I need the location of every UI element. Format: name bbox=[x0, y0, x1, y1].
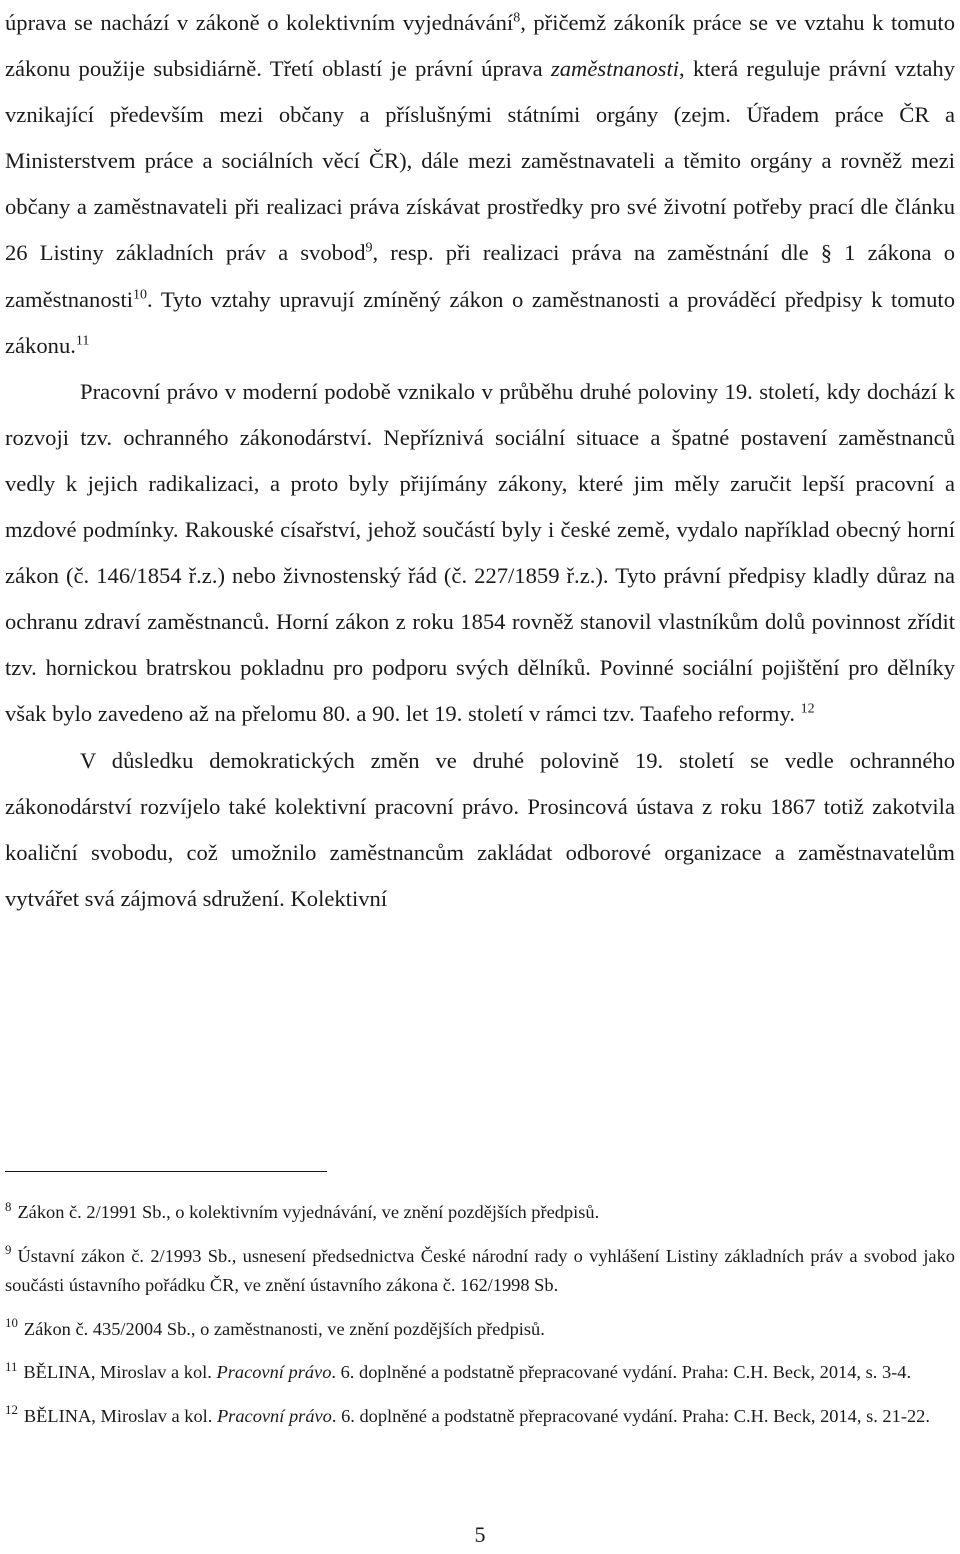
paragraph-text: V důsledku demokratických změn ve druhé polovině 19. století se vedle ochranného zákonodárství rozvíjelo také kolektivní pracovní právo. Prosincová ústava z roku 1867 totiž zakotvila koaliční svobodu, což umožnilo zaměstnancům zakládat odborové organizace a zaměstnavatelům vytvářet svá zájmová sdružení. Kolektivní bbox=[5, 747, 955, 911]
footnote-text: BĚLINA, Miroslav a kol. bbox=[23, 1405, 217, 1426]
paragraph-1 bbox=[5, 0, 955, 369]
footnote-number: 9 bbox=[5, 1243, 12, 1258]
footnote-12 bbox=[5, 1402, 955, 1432]
footnote-11 bbox=[5, 1358, 955, 1388]
page-number: 5 bbox=[474, 1522, 486, 1547]
paragraph-text: Pracovní právo v moderní podobě vznikalo v průběhu druhé poloviny 19. století, kdy dochází k rozvoji tzv. ochranného zákonodárství. Nepříznivá sociální situace a špatné postavení zaměstnanců vedly k jejich radikalizaci, a proto byly přijímány zákony, které jim měly zaručit lepší pracovní a mzdové podmínky. Rakouské císařství, jehož součástí byly i české země, vydalo například obecný horní zákon (č. 146/1854 ř.z.) nebo živnostenský řád (č. 227/1859 ř.z.). Tyto právní předpisy kladly důraz na ochranu zdraví zaměstnanců. Horní zákon z roku 1854 rovněž stanovil vlastníkům dolů povinnost zřídit tzv. hornickou bratrskou pokladnu pro podporu svých dělníků. Povinné sociální pojištění pro dělníky však bylo zavedeno až na přelomu 80. a 90. let 19. století v rámci tzv. Taafeho reformy. bbox=[5, 378, 955, 727]
footnote-ref-8: 8 bbox=[513, 10, 521, 26]
footnote-ref-10: 10 bbox=[133, 287, 147, 303]
paragraph-text: . Tyto vztahy upravují zmíněný zákon o zaměstnanosti a prováděcí předpisy k tomuto zákonu. bbox=[5, 286, 955, 358]
footnote-ref-12: 12 bbox=[800, 701, 815, 717]
footnote-text: . 6. doplněné a podstatně přepracované vydání. Praha: C.H. Beck, 2014, s. 3-4. bbox=[331, 1362, 912, 1382]
footnote-ref-9: 9 bbox=[365, 240, 373, 256]
footnote-title: Pracovní právo bbox=[216, 1405, 332, 1426]
footnote-number: 8 bbox=[5, 1199, 12, 1214]
emphasis-zamestnanosti: zaměstnanosti bbox=[550, 56, 680, 82]
footnote-ref-11: 11 bbox=[75, 333, 90, 349]
paragraph-text: , resp. při realizaci práva na zaměstnání dle § 1 zákona o zaměstnanosti bbox=[5, 240, 955, 312]
paragraph-text: , přičemž zákoník práce se ve vztahu k tomuto zákonu použije subsidiárně. Třetí oblastí je právní úprava bbox=[5, 10, 955, 82]
footnote-10 bbox=[5, 1315, 955, 1345]
footnotes bbox=[5, 1198, 955, 1445]
footnote-title: Pracovní právo bbox=[216, 1362, 332, 1382]
footnote-text: BĚLINA, Miroslav a kol. bbox=[23, 1362, 217, 1382]
body-text bbox=[5, 0, 955, 922]
paragraph-2 bbox=[5, 369, 955, 738]
paragraph-text: , která reguluje právní vztahy vznikající především mezi občany a příslušnými státními orgány (zejm. Úřadem práce ČR a Ministerstvem práce a sociálních věcí ČR), dále mezi zaměstnavateli a těmito orgány a rovněž mezi občany a zaměstnavateli při realizaci práva získávat prostředky pro své životní potřeby prací dle článku 26 Listiny základních práv a svobod bbox=[5, 56, 955, 266]
paragraph-3 bbox=[5, 738, 955, 922]
footnote-number: 10 bbox=[5, 1316, 18, 1331]
footnote-separator bbox=[5, 1171, 327, 1172]
footnote-8 bbox=[5, 1198, 955, 1228]
footnote-text: . 6. doplněné a podstatně přepracované vydání. Praha: C.H. Beck, 2014, s. 21-22. bbox=[331, 1405, 930, 1426]
footnote-text: Ústavní zákon č. 2/1993 Sb., usnesení předsednictva České národní rady o vyhlášení Listiny základních práv a svobod jako součásti ústavního pořádku ČR, ve znění ústavního zákona č. 162/1998 Sb. bbox=[5, 1245, 955, 1295]
footnote-number: 11 bbox=[5, 1359, 18, 1374]
footnote-text: Zákon č. 435/2004 Sb., o zaměstnanosti, ve znění pozdějších předpisů. bbox=[23, 1318, 545, 1339]
footnote-number: 12 bbox=[5, 1403, 18, 1418]
paragraph-text: úprava se nachází v zákoně o kolektivním vyjednávání bbox=[5, 10, 514, 35]
footnote-text: Zákon č. 2/1991 Sb., o kolektivním vyjednávání, ve znění pozdějších předpisů. bbox=[17, 1202, 600, 1222]
footnote-9 bbox=[5, 1242, 955, 1301]
